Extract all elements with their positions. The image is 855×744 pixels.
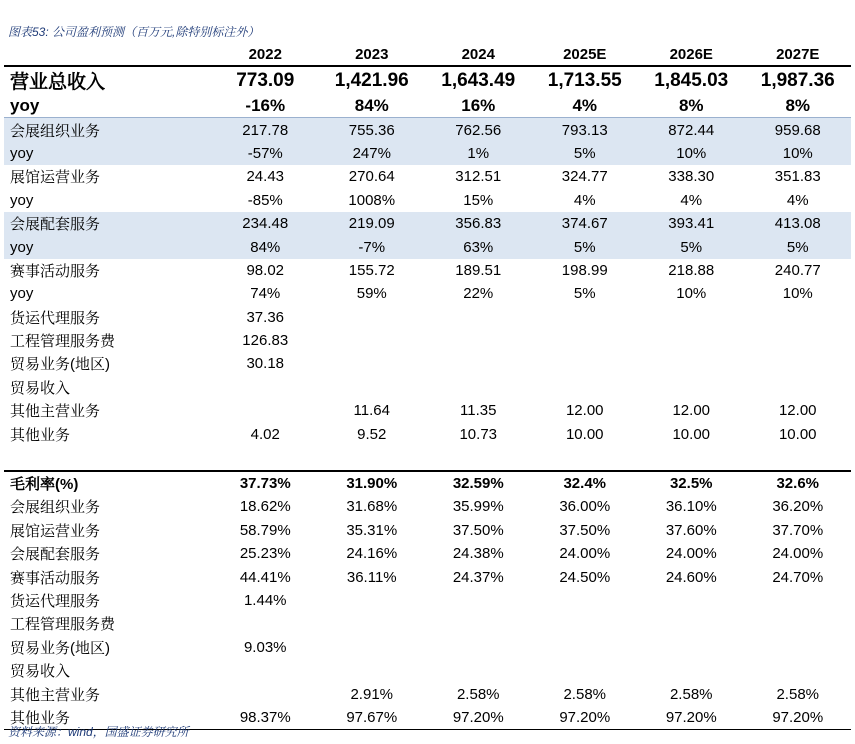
row-label: 其他业务 xyxy=(4,706,212,730)
value-cell xyxy=(425,589,532,612)
value-cell: 32.5% xyxy=(638,471,745,495)
value-cell: 36.11% xyxy=(346,568,397,586)
value-cell: 84% xyxy=(319,94,426,118)
value-cell xyxy=(745,612,852,635)
value-cell: 2.58% xyxy=(669,685,713,703)
value-cell: 37.36 xyxy=(246,308,285,326)
row-label: 展馆运营业务 xyxy=(10,522,101,540)
profit-forecast-table xyxy=(4,44,851,730)
value-cell: 12.00 xyxy=(565,402,604,420)
value-cell: 24.38% xyxy=(452,545,504,563)
year-header: 2023 xyxy=(355,46,389,63)
value-cell xyxy=(532,659,639,682)
value-cell xyxy=(532,306,639,329)
value-cell: 8% xyxy=(638,94,745,118)
value-cell xyxy=(745,329,852,352)
value-cell: 24.43 xyxy=(246,168,285,186)
value-cell: 198.99 xyxy=(561,261,608,279)
value-cell: -16% xyxy=(212,94,319,118)
value-cell: 22% xyxy=(463,285,494,303)
row-label: 会展组织业务 xyxy=(10,499,101,517)
row-label: yoy xyxy=(4,235,212,258)
value-cell: 10.73 xyxy=(459,425,498,443)
value-cell: 37.60% xyxy=(665,521,717,539)
value-cell xyxy=(532,376,639,399)
value-cell: 5% xyxy=(745,235,852,258)
table-row xyxy=(4,306,851,329)
value-cell: 1,845.03 xyxy=(638,66,745,94)
value-cell xyxy=(319,306,426,329)
value-cell: 24.60% xyxy=(665,568,717,586)
value-cell: 24.70% xyxy=(772,568,824,586)
value-cell: 5% xyxy=(638,235,745,258)
table-row xyxy=(4,399,851,422)
empty-cell xyxy=(638,446,745,471)
value-cell: 74% xyxy=(250,285,281,303)
value-cell: 155.72 xyxy=(348,261,395,279)
value-cell: 126.83 xyxy=(242,332,289,350)
row-label: yoy xyxy=(10,285,34,303)
empty-cell xyxy=(425,446,532,471)
value-cell: 872.44 xyxy=(638,118,745,142)
row-label: 会展配套服务 xyxy=(10,546,101,564)
value-cell: 1,987.36 xyxy=(745,66,852,94)
value-cell xyxy=(638,376,745,399)
value-cell: 97.20% xyxy=(425,706,532,730)
value-cell: 35.99% xyxy=(452,498,504,516)
value-cell: 97.67% xyxy=(319,706,426,730)
value-cell: 374.67 xyxy=(532,212,639,235)
value-cell: 8% xyxy=(745,94,852,118)
value-cell: 234.48 xyxy=(212,212,319,235)
value-cell: 24.00% xyxy=(772,545,824,563)
table-row xyxy=(4,118,851,142)
table-row xyxy=(4,235,851,258)
value-cell: 84% xyxy=(212,235,319,258)
value-cell xyxy=(745,306,852,329)
value-cell: 1% xyxy=(425,142,532,165)
value-cell: 189.51 xyxy=(455,261,502,279)
value-cell xyxy=(425,659,532,682)
value-cell: -7% xyxy=(319,235,426,258)
year-header: 2026E xyxy=(669,46,713,63)
value-cell xyxy=(532,352,639,375)
value-cell: 37.50% xyxy=(452,521,504,539)
value-cell: 18.62% xyxy=(239,498,291,516)
row-label: 会展配套服务 xyxy=(4,212,212,235)
value-cell: 4% xyxy=(786,191,809,209)
value-cell: 240.77 xyxy=(774,261,821,279)
value-cell: 11.64 xyxy=(353,402,390,420)
value-cell: 97.20% xyxy=(532,706,639,730)
value-cell: 98.37% xyxy=(212,706,319,730)
row-label: 其他业务 xyxy=(10,426,71,444)
value-cell xyxy=(212,659,319,682)
value-cell xyxy=(532,589,639,612)
table-row xyxy=(4,659,851,682)
row-label: yoy xyxy=(4,142,212,165)
value-cell: 36.00% xyxy=(559,498,611,516)
value-cell: 2.58% xyxy=(563,685,607,703)
value-cell: 11.35 xyxy=(460,402,497,420)
value-cell: 393.41 xyxy=(638,212,745,235)
row-label: 贸易业务(地区) xyxy=(10,639,110,657)
value-cell: 762.56 xyxy=(425,118,532,142)
value-cell: 959.68 xyxy=(745,118,852,142)
value-cell xyxy=(638,329,745,352)
value-cell xyxy=(638,659,745,682)
value-cell: 247% xyxy=(319,142,426,165)
table-row xyxy=(4,212,851,235)
value-cell: 12.00 xyxy=(778,402,817,420)
table-row xyxy=(4,519,851,542)
value-cell: 218.88 xyxy=(668,261,715,279)
empty-cell xyxy=(745,446,852,471)
value-cell: 37.50% xyxy=(559,521,611,539)
value-cell: 24.50% xyxy=(559,568,611,586)
value-cell: -85% xyxy=(247,191,283,209)
value-cell xyxy=(638,352,745,375)
value-cell xyxy=(319,659,426,682)
year-header: 2027E xyxy=(776,46,820,63)
value-cell xyxy=(532,329,639,352)
value-cell: 36.20% xyxy=(772,498,824,516)
value-cell: 4% xyxy=(680,191,703,209)
value-cell xyxy=(745,636,852,659)
value-cell: 36.10% xyxy=(665,498,717,516)
value-cell: 24.37% xyxy=(452,568,504,586)
value-cell xyxy=(638,589,745,612)
value-cell: 58.79% xyxy=(239,521,291,539)
value-cell xyxy=(319,612,426,635)
table-row xyxy=(4,565,851,588)
value-cell: 351.83 xyxy=(774,168,821,186)
value-cell xyxy=(745,352,852,375)
empty-cell xyxy=(319,446,426,471)
value-cell: 413.08 xyxy=(745,212,852,235)
value-cell xyxy=(638,306,745,329)
value-cell: 24.00% xyxy=(665,545,717,563)
empty-cell xyxy=(532,446,639,471)
value-cell xyxy=(638,636,745,659)
table-row xyxy=(4,542,851,565)
value-cell: 9.52 xyxy=(357,425,387,443)
value-cell: 338.30 xyxy=(668,168,715,186)
value-cell: 37.73% xyxy=(212,471,319,495)
row-label: 贸易收入 xyxy=(10,379,71,397)
header-label-cell xyxy=(4,44,212,66)
value-cell xyxy=(319,636,426,659)
row-label: 赛事活动服务 xyxy=(10,262,101,280)
value-cell: 793.13 xyxy=(532,118,639,142)
row-label: 毛利率(%) xyxy=(4,471,212,495)
row-label: 赛事活动服务 xyxy=(10,569,101,587)
value-cell xyxy=(425,329,532,352)
value-cell: 324.77 xyxy=(561,168,608,186)
value-cell: 755.36 xyxy=(319,118,426,142)
value-cell: 15% xyxy=(463,191,494,209)
year-header: 2025E xyxy=(563,46,607,63)
value-cell xyxy=(425,636,532,659)
value-cell: 32.6% xyxy=(745,471,852,495)
value-cell xyxy=(212,612,319,635)
value-cell: 1.44% xyxy=(243,592,287,609)
empty-cell xyxy=(4,446,212,471)
value-cell: 4.02 xyxy=(250,425,280,443)
value-cell xyxy=(532,612,639,635)
table-row xyxy=(4,329,851,352)
value-cell: 97.20% xyxy=(638,706,745,730)
value-cell: 217.78 xyxy=(212,118,319,142)
row-label: 会展组织业务 xyxy=(4,118,212,142)
row-label: 其他主营业务 xyxy=(10,403,101,421)
row-label: yoy xyxy=(4,94,212,118)
value-cell: 37.70% xyxy=(772,521,824,539)
row-label: 货运代理服务 xyxy=(10,593,101,610)
table-row xyxy=(4,471,851,495)
table-row xyxy=(4,636,851,659)
row-label: 贸易业务(地区) xyxy=(10,356,110,374)
value-cell: -57% xyxy=(212,142,319,165)
source-note: 资料来源：wind，国盛证券研究所 xyxy=(8,725,189,739)
table-row xyxy=(4,165,851,188)
row-label: 营业总收入 xyxy=(4,66,212,94)
value-cell: 2.58% xyxy=(776,685,820,703)
value-cell: 10% xyxy=(638,142,745,165)
value-cell: 10.00 xyxy=(672,425,711,443)
table-row xyxy=(4,682,851,705)
value-cell: 10% xyxy=(676,285,707,303)
value-cell xyxy=(319,589,426,612)
value-cell: 63% xyxy=(425,235,532,258)
table-row xyxy=(4,589,851,612)
table-row xyxy=(4,422,851,445)
value-cell: 24.16% xyxy=(346,545,398,563)
table-row xyxy=(4,94,851,118)
value-cell xyxy=(745,589,852,612)
row-label: 货运代理服务 xyxy=(10,309,101,327)
value-cell xyxy=(745,376,852,399)
table-row xyxy=(4,66,851,94)
value-cell xyxy=(425,376,532,399)
value-cell: 98.02 xyxy=(246,261,285,279)
value-cell: 35.31% xyxy=(346,521,398,539)
value-cell: 59% xyxy=(356,285,387,303)
table-row xyxy=(4,142,851,165)
value-cell: 10% xyxy=(745,142,852,165)
figure-caption: 图表53: 公司盈利预测（百万元,除特别标注外） xyxy=(8,25,260,39)
value-cell: 10% xyxy=(782,285,813,303)
value-cell: 219.09 xyxy=(319,212,426,235)
value-cell: 25.23% xyxy=(239,545,291,563)
value-cell: 10.00 xyxy=(565,425,604,443)
value-cell: 2.91% xyxy=(350,685,394,703)
empty-cell xyxy=(212,446,319,471)
value-cell xyxy=(319,376,426,399)
value-cell xyxy=(745,659,852,682)
value-cell xyxy=(425,352,532,375)
value-cell xyxy=(212,376,319,399)
value-cell: 44.41% xyxy=(239,568,291,586)
value-cell xyxy=(425,306,532,329)
row-label: 其他主营业务 xyxy=(10,686,101,704)
value-cell: 32.59% xyxy=(425,471,532,495)
table-row xyxy=(4,282,851,305)
value-cell: 270.64 xyxy=(348,168,395,186)
table-row xyxy=(4,612,851,635)
row-label: 贸易收入 xyxy=(10,663,71,681)
value-cell: 12.00 xyxy=(672,402,711,420)
value-cell xyxy=(319,352,426,375)
row-label: 展馆运营业务 xyxy=(10,169,101,187)
value-cell: 312.51 xyxy=(455,168,502,186)
value-cell: 5% xyxy=(532,142,639,165)
value-cell: 30.18 xyxy=(246,355,285,373)
value-cell: 5% xyxy=(532,235,639,258)
table-row xyxy=(4,189,851,212)
row-label: yoy xyxy=(10,191,34,209)
value-cell: 31.68% xyxy=(346,498,398,516)
value-cell: 356.83 xyxy=(425,212,532,235)
value-cell: 31.90% xyxy=(319,471,426,495)
row-label: 工程管理服务费 xyxy=(10,616,116,634)
year-header: 2022 xyxy=(248,46,282,63)
value-cell: 1,421.96 xyxy=(319,66,426,94)
value-cell: 10.00 xyxy=(778,425,817,443)
value-cell: 24.00% xyxy=(559,545,611,563)
value-cell xyxy=(212,682,319,705)
value-cell xyxy=(212,399,319,422)
value-cell xyxy=(319,329,426,352)
value-cell: 1,643.49 xyxy=(425,66,532,94)
value-cell xyxy=(425,612,532,635)
row-label: 工程管理服务费 xyxy=(10,333,116,351)
value-cell: 5% xyxy=(573,285,596,303)
table-row xyxy=(4,352,851,375)
value-cell: 773.09 xyxy=(212,66,319,94)
value-cell xyxy=(638,612,745,635)
value-cell: 2.58% xyxy=(456,685,500,703)
value-cell: 4% xyxy=(573,191,596,209)
value-cell: 97.20% xyxy=(745,706,852,730)
value-cell: 1008% xyxy=(348,191,396,209)
table-row xyxy=(4,495,851,518)
table-row xyxy=(4,259,851,282)
value-cell xyxy=(532,636,639,659)
table-row xyxy=(4,376,851,399)
year-header-row xyxy=(4,44,851,66)
section-separator xyxy=(4,446,851,471)
value-cell: 1,713.55 xyxy=(532,66,639,94)
value-cell: 4% xyxy=(532,94,639,118)
value-cell: 9.03% xyxy=(243,638,287,656)
value-cell: 16% xyxy=(425,94,532,118)
year-header: 2024 xyxy=(461,46,495,63)
value-cell: 32.4% xyxy=(532,471,639,495)
